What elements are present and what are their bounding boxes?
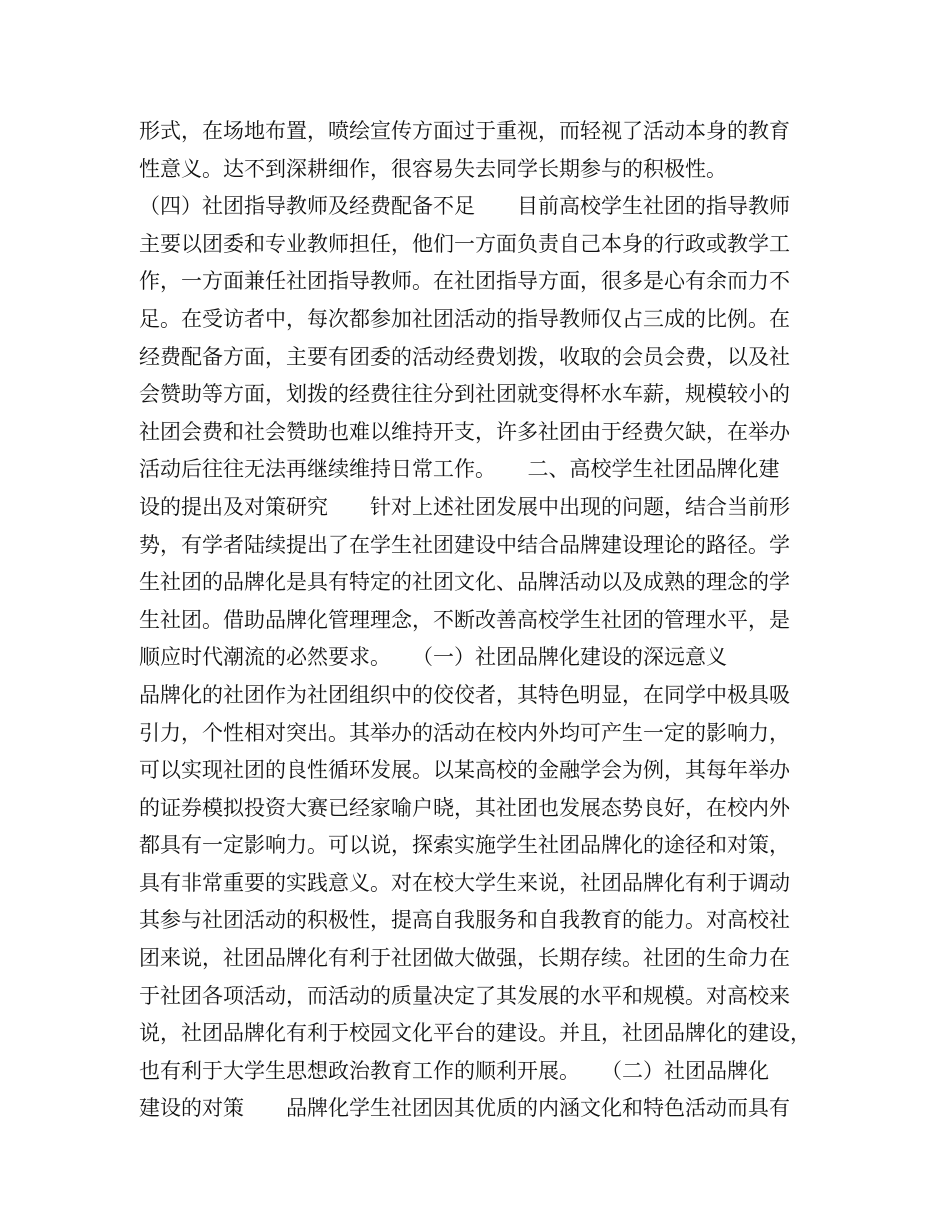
text-line: 的证券模拟投资大赛已经家喻户晓，其社团也发展态势良好，在校内外 (139, 795, 790, 820)
text-line: 性意义。达不到深耕细作，很容易失去同学长期参与的积极性。 (139, 156, 727, 181)
text-line: 具有非常重要的实践意义。对在校大学生来说，社团品牌化有利于调动 (139, 870, 790, 895)
text-line: 都具有一定影响力。可以说，探索实施学生社团品牌化的途径和对策， (139, 833, 790, 858)
text-line: 说，社团品牌化有利于校园文化平台的建设。并且，社团品牌化的建设， (139, 1021, 811, 1046)
text-line: 生社团的品牌化是具有特定的社团文化、品牌活动以及成熟的理念的学 (139, 570, 790, 595)
text-line: 足。在受访者中，每次都参加社团活动的指导教师仅占三成的比例。在 (139, 306, 790, 331)
text-line: 设的提出及对策研究 针对上述社团发展中出现的问题，结合当前形 (139, 494, 790, 519)
body-text (139, 113, 839, 1128)
text-line: 顺应时代潮流的必然要求。 （一）社团品牌化建设的深远意义 (139, 645, 727, 670)
text-line: 作，一方面兼任社团指导教师。在社团指导方面，很多是心有余而力不 (139, 269, 790, 294)
text-line: 其参与社团活动的积极性，提高自我服务和自我教育的能力。对高校社 (139, 908, 790, 933)
text-line: 主要以团委和专业教师担任，他们一方面负责自己本身的行政或教学工 (139, 231, 790, 256)
text-line: 也有利于大学生思想政治教育工作的顺利开展。 （二）社团品牌化 (139, 1058, 769, 1083)
text-line: 团来说，社团品牌化有利于社团做大做强，长期存续。社团的生命力在 (139, 946, 790, 971)
text-line: 经费配备方面，主要有团委的活动经费划拨，收取的会员会费，以及社 (139, 344, 790, 369)
text-line: 品牌化的社团作为社团组织中的佼佼者，其特色明显，在同学中极具吸 (139, 682, 790, 707)
text-line: 于社团各项活动，而活动的质量决定了其发展的水平和规模。对高校来 (139, 983, 790, 1008)
text-line: 势，有学者陆续提出了在学生社团建设中结合品牌建设理论的路径。学 (139, 532, 790, 557)
text-line: 建设的对策 品牌化学生社团因其优质的内涵文化和特色活动而具有 (139, 1096, 790, 1121)
text-line: 形式，在场地布置，喷绘宣传方面过于重视，而轻视了活动本身的教育 (139, 119, 790, 143)
text-line: 会赞助等方面，划拨的经费往往分到社团就变得杯水车薪，规模较小的 (139, 382, 790, 407)
text-line: （四）社团指导教师及经费配备不足 目前高校学生社团的指导教师 (139, 194, 790, 219)
text-line: 可以实现社团的良性循环发展。以某高校的金融学会为例，其每年举办 (139, 758, 790, 783)
text-line: 活动后往往无法再继续维持日常工作。 二、高校学生社团品牌化建 (139, 457, 780, 482)
text-line: 生社团。借助品牌化管理理念，不断改善高校学生社团的管理水平，是 (139, 607, 790, 632)
text-line: 社团会费和社会赞助也难以维持开支，许多社团由于经费欠缺，在举办 (139, 419, 790, 444)
text-line: 引力，个性相对突出。其举办的活动在校内外均可产生一定的影响力， (139, 720, 790, 745)
